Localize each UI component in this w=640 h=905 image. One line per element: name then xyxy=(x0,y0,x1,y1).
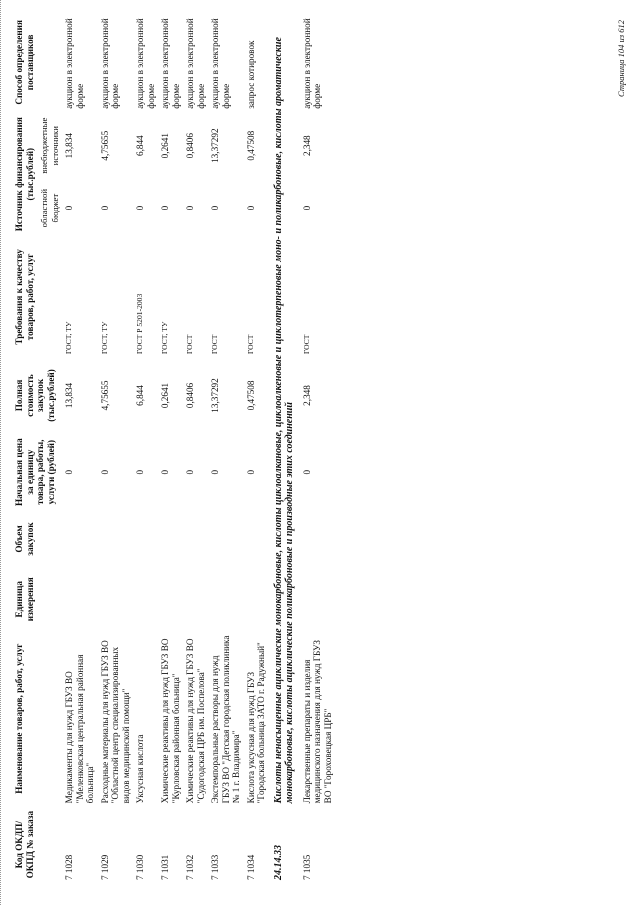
row-unit xyxy=(244,567,269,631)
row-volume xyxy=(244,511,269,568)
row-cost: 13,37292 xyxy=(210,378,220,413)
row-name: Кислота уксусная для нужд ГБУЗ "Городская больница ЗАТО г. Радужный" xyxy=(245,642,266,804)
row-code: 7 xyxy=(245,875,256,880)
scan-edge-line xyxy=(0,0,5,905)
header-method: Способ определения поставщиков xyxy=(14,20,35,105)
row-method: аукцион в электронной форме xyxy=(99,18,120,109)
group-header-row xyxy=(269,13,300,883)
row-price: 0 xyxy=(64,469,74,475)
table-row xyxy=(208,13,244,883)
row-cost: 0,2641 xyxy=(160,382,170,409)
header-volume: Объем закупок xyxy=(14,522,35,556)
row-extra-budget: 13,37292 xyxy=(210,128,220,163)
row-name: Экстемпоральные растворы для нужд ГБУЗ ВО "Детская городская поликлиника № 1 г. Владимира" xyxy=(210,635,241,804)
row-extra-budget: 0,47508 xyxy=(245,130,256,161)
row-code: 7 xyxy=(301,875,312,880)
row-regional-budget: 0 xyxy=(135,205,145,211)
table-row xyxy=(133,13,158,883)
row-method: аукцион в электронной форме xyxy=(160,18,181,109)
row-method: запрос котировок xyxy=(245,40,256,109)
row-requirements: ГОСТ xyxy=(301,334,311,355)
row-code-cell xyxy=(62,806,98,883)
row-unit xyxy=(208,567,244,631)
row-method: аукцион в электронной форме xyxy=(301,18,322,109)
group-code: 24.14.33 xyxy=(272,845,284,880)
row-requirements: ГОСТ, ТУ xyxy=(64,321,73,355)
row-code-cell xyxy=(133,806,158,883)
header-name: Наименование товаров, работ, услуг xyxy=(14,643,24,794)
row-code: 7 xyxy=(210,875,220,880)
row-code: 7 xyxy=(99,875,110,880)
header-code: Код ОКДП/ ОКПД № заказа xyxy=(14,810,35,879)
header-price: Начальная цена за единицу товара, работы, услуги (рублей) xyxy=(14,438,56,506)
row-unit xyxy=(300,567,336,631)
row-order-number: 1031 xyxy=(160,854,170,874)
row-extra-budget: 0,2641 xyxy=(160,133,170,159)
row-extra-budget: 4,75655 xyxy=(99,130,110,161)
row-requirements: ГОСТ, ТУ xyxy=(99,321,109,355)
row-name: Химические реактивы для нужд ГБУЗ ВО "Курловская районная больница" xyxy=(160,638,181,804)
row-code: 7 xyxy=(64,875,74,880)
row-regional-budget: 0 xyxy=(210,205,220,211)
procurement-table xyxy=(12,13,335,883)
row-cost: 4,75655 xyxy=(99,380,110,411)
row-name: Уксусная кислота xyxy=(135,734,145,804)
row-name: Лекарственные препараты и изделия медицинского назначения для нужд ГБУЗ ВО "Гороховецкая ЦРБ" xyxy=(301,640,333,804)
row-order-number: 1030 xyxy=(135,854,145,874)
row-volume xyxy=(183,511,208,568)
row-unit xyxy=(183,567,208,631)
row-cost: 13,834 xyxy=(64,382,74,409)
row-requirements: ГОСТ xyxy=(210,334,219,355)
table-body xyxy=(62,13,335,883)
row-code: 7 xyxy=(135,875,145,880)
row-price: 0 xyxy=(210,469,220,475)
row-order-number: 1028 xyxy=(64,854,74,874)
row-unit xyxy=(133,567,158,631)
row-unit xyxy=(98,567,134,631)
row-price: 0 xyxy=(135,469,145,475)
row-requirements: ГОСТ, ТУ xyxy=(160,321,169,355)
row-name: Химические реактивы для нужд ГБУЗ ВО "Судогодская ЦРБ им. Поспелова" xyxy=(185,638,206,804)
row-volume xyxy=(133,511,158,568)
table-row xyxy=(244,13,269,883)
row-regional-budget: 0 xyxy=(185,205,195,211)
row-code-cell xyxy=(158,806,183,883)
table-row xyxy=(300,13,336,883)
row-unit xyxy=(62,567,98,631)
page-number: Страница 104 из 612 xyxy=(616,20,626,97)
row-code-cell xyxy=(208,806,244,883)
row-regional-budget: 0 xyxy=(99,205,110,211)
row-code-cell xyxy=(98,806,134,883)
row-method: аукцион в электронной форме xyxy=(185,18,206,109)
row-code-cell xyxy=(183,806,208,883)
row-price: 0 xyxy=(160,469,170,475)
row-code-cell xyxy=(244,806,269,883)
row-code: 7 xyxy=(160,875,170,880)
row-requirements: ГОСТ xyxy=(185,334,194,355)
row-code-cell xyxy=(300,806,336,883)
header-financing: Источник финансирования (тыс.рублей) xyxy=(14,117,35,232)
group-title: Кислоты ненасыщенные ациклические монокарбоновые, кислоты циклоалкановые, циклоалкеновые и циклотерпеновые моно- и поликарбоновые, кислоты ароматические монокарбоновые, кислоты ациклические поликарбоновые и производные этих соединений xyxy=(272,37,295,804)
row-method: аукцион в электронной форме xyxy=(64,18,85,109)
table-header-row xyxy=(12,13,37,883)
row-volume xyxy=(158,511,183,568)
row-requirements: ГОСТ Р 5201-2003 xyxy=(135,293,144,355)
row-volume xyxy=(98,511,134,568)
row-price: 0 xyxy=(99,469,110,475)
row-order-number: 1029 xyxy=(99,854,110,874)
row-cost: 2,348 xyxy=(301,385,312,406)
row-order-number: 1033 xyxy=(210,854,220,874)
row-extra-budget: 0,8406 xyxy=(185,133,195,159)
row-method: аукцион в электронной форме xyxy=(135,18,156,109)
row-extra-budget: 13,834 xyxy=(64,133,74,159)
header-unit: Единица измерения xyxy=(14,577,35,622)
row-regional-budget: 0 xyxy=(64,205,74,211)
row-cost: 0,47508 xyxy=(245,380,256,411)
row-unit xyxy=(158,567,183,631)
row-requirements: ГОСТ xyxy=(245,334,255,355)
header-fin-extra: внебюджетные источники xyxy=(39,117,60,174)
row-extra-budget: 6,844 xyxy=(135,135,145,157)
header-cost: Полная стоимость закупок (тыс.рублей) xyxy=(14,369,56,422)
row-regional-budget: 0 xyxy=(301,205,312,211)
row-cost: 6,844 xyxy=(135,385,145,406)
table-row xyxy=(183,13,208,883)
row-order-number: 1034 xyxy=(245,854,256,874)
row-extra-budget: 2,348 xyxy=(301,135,312,157)
row-price: 0 xyxy=(185,469,195,475)
row-name: Медикаменты для нужд ГБУЗ ВО "Меленковская центральная районная больница" xyxy=(64,654,95,804)
row-volume xyxy=(62,511,98,568)
row-cost: 0,8406 xyxy=(185,382,195,409)
header-fin-regional: областной бюджет xyxy=(39,188,60,228)
row-name: Расходные материалы для нужд ГБУЗ ВО "Областной центр специализированных видов медицинской помощи" xyxy=(99,640,131,804)
row-order-number: 1035 xyxy=(301,854,312,874)
row-regional-budget: 0 xyxy=(245,205,256,211)
row-price: 0 xyxy=(301,469,312,475)
header-requirements: Требования к качеству товаров, работ, услуг xyxy=(14,249,35,345)
row-code: 7 xyxy=(185,875,195,880)
row-volume xyxy=(208,511,244,568)
row-price: 0 xyxy=(245,469,256,475)
table-row xyxy=(98,13,134,883)
row-method: аукцион в электронной форме xyxy=(210,18,231,109)
row-regional-budget: 0 xyxy=(160,205,170,211)
row-volume xyxy=(300,511,336,568)
table-row xyxy=(62,13,98,883)
table-row xyxy=(158,13,183,883)
row-order-number: 1032 xyxy=(185,854,195,874)
